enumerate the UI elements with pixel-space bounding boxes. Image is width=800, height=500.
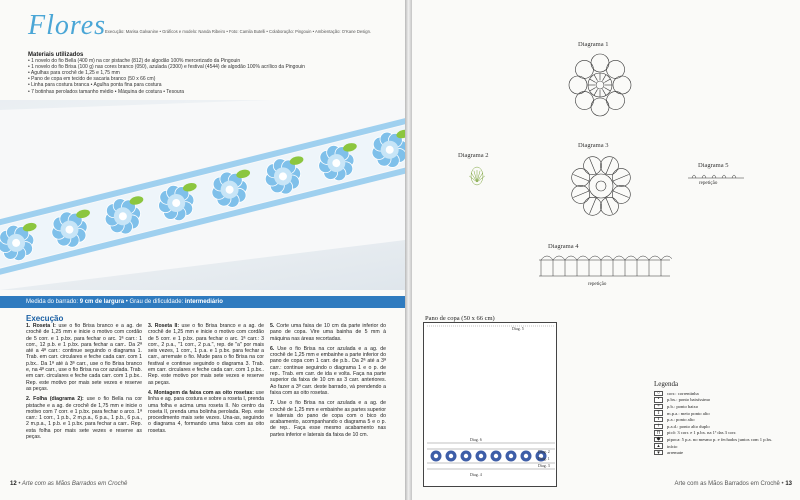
stitch-symbol-icon: ▾ (654, 450, 663, 456)
stitch (590, 197, 597, 214)
panel-flower-row (431, 451, 547, 462)
step-heading: 7. (270, 400, 275, 407)
step-text: use linha e ag. para costura e sobre a roseta I, prenda uma folha e acima uma roseta II. No centro da roseta II, prenda uma bolinha perolada. Rep. este procedimento mais sete vezes. Una-as, seguindo o diagrama 4, formando uma faixa com as oito rosetas. (148, 389, 265, 434)
material-item: • Linha para costura branca • Agulha ponta fina para costura (28, 82, 162, 89)
instructions-column-1 (26, 323, 142, 444)
panel-tag-right1: Diag. 2 (538, 449, 550, 454)
panel-tag-strip1: Diag. 6 (470, 437, 482, 442)
legend-row (654, 397, 794, 404)
panel-flower-center (449, 454, 453, 458)
stitch (594, 89, 598, 95)
page-number-right: 13 (785, 481, 792, 487)
material-item: • 1 novelo do fio Brisa (100 g) nas cores branco (050), azulada (2300) e festival (4544) de algodão 100% acrílico da Pingouin (28, 64, 305, 71)
stitch-symbol-icon: T (654, 410, 663, 416)
stitch (603, 75, 607, 81)
panel-tag-top: Diag. 5 (512, 326, 524, 331)
leaf-stitch (477, 171, 480, 182)
legend-text: m.p.a.: meio ponto alto (667, 410, 710, 416)
info-value-difficulty: intermediário (184, 299, 223, 305)
stitch-symbol-icon: ▴ (654, 443, 663, 449)
towel-illustration (0, 100, 405, 290)
diagram1-label: Diagrama 1 (578, 41, 609, 48)
arch (589, 256, 601, 260)
page-gutter (405, 0, 412, 500)
step-heading: 6. (270, 345, 275, 352)
stitch-symbol-icon: ǂ (654, 424, 663, 430)
arch (577, 256, 589, 260)
diagram4-repeat-label: repetição (588, 282, 607, 287)
stitch-symbol-icon: ○ (654, 391, 663, 397)
materials-heading: Materiais utilizados (28, 52, 84, 58)
ring (589, 174, 613, 198)
diagram4-band-chart (537, 250, 672, 282)
credits-line: Execução: Marisa Galvanine • Gráficos e modelo: Nanda Ribeiro • Foto: Camila Butelli • Colaboração: Pingouin • Ambientação: O’Kane Design. (105, 29, 372, 34)
stitch (606, 158, 613, 175)
instruction-step (270, 400, 386, 438)
material-item: • Pano de copa em tecido de sacaria branco (50 x 66 cm) (28, 76, 156, 83)
arch (625, 256, 637, 260)
panel-flower-center (434, 454, 438, 458)
stitch (612, 175, 629, 182)
arch (601, 256, 613, 260)
arch (553, 256, 565, 260)
arch (649, 256, 661, 260)
petal-loop (607, 60, 625, 78)
legend-row (654, 416, 794, 423)
ring (596, 181, 606, 191)
material-item: • 7 botinhas perolados tamanho médio • Máquina de costura • Tesoura (28, 88, 185, 95)
info-label-size: Medida do barrado: (26, 299, 80, 305)
diagram1-rosette-chart (565, 50, 635, 120)
legend-row (654, 423, 794, 430)
stitch-symbol-icon: ŧ (654, 417, 663, 423)
legend-text: picô: 3 corr. e 1 p.bx. na 1ª das 3 corr. (667, 430, 737, 436)
stitch (604, 88, 610, 92)
stitch-legend (654, 380, 794, 456)
stitch (573, 175, 590, 182)
diagram5-label: Diagrama 5 (698, 162, 729, 169)
step-text: use o fio Brisa branco e a ag. de crochê de 1,25 mm e inicie o motivo com cordão de 5 corr. e 1 p.bx. para fechar o arc. 1ª carr.: 3 corr., 2 p.a., "1 corr., 2 p.a.", rep. de "a" por mais seis vezes, 1 corr., 1 p.a. e 1 p.bx. para fechar a carr., arremate o fio. Mude para o fio Brisa na cor festival e continue seguindo o diagrama 3. Trab. em carr. circulares e feche cada carr. com 1 p.bx.. Rep. este motivo por mais sete vezes e reserve as peças. (148, 323, 264, 386)
panel-flower-center (524, 454, 528, 458)
materials-list (28, 52, 318, 95)
instructions-column-3 (270, 323, 386, 442)
instruction-step (148, 323, 264, 386)
material-item: • 1 novelo do fio Bella (400 m) na cor pistache (812) de algodão 100% mercerizado da Pingouin (28, 58, 241, 65)
legend-row (654, 410, 794, 417)
panel-tag-strip2: Diag. 4 (470, 472, 482, 477)
legend-row (654, 390, 794, 397)
page-number-left: 12 (10, 481, 17, 487)
legend-row (654, 430, 794, 437)
step-text: use o fio Brisa branco e a ag. de crochê de 1,25 mm e inicie o motivo com cordão de 5 corr. e 1 p.bx. para fechar o arc. 1ª carr.: 1 corr., 12 p.b. e 1 p.bx. para fechar a carr.. Da 2ª até a 4ª carr.: continue seguindo o diagrama 1. Trab. em carr. circulares e feche cada carr. com 1 p.bx.. Da 1ª até à 3ª carr., use o fio Brisa branco e, na 4ª carr., use o fio Brisa na cor azulada. Trab. em carr. circulares e feche cada carr. com 1 p.bx.. Rep. este motivo por mais sete vezes e reserve as peças. (26, 323, 142, 392)
panel-flower-center (479, 454, 483, 458)
diagram3-rosette-chart (567, 152, 635, 220)
left-footer (10, 481, 127, 487)
legend-text: corr.: correntinha (667, 390, 699, 396)
legend-row (654, 436, 794, 443)
stitch (603, 89, 607, 95)
ring (596, 81, 604, 89)
legend-row (654, 443, 794, 450)
material-item: • Agulhas para crochê de 1,25 e 1,75 mm (28, 70, 120, 77)
diagram2-leaf-chart (463, 162, 491, 190)
legend-text: p.a.: ponto alto (667, 417, 695, 423)
footer-text-left: • Arte com as Mãos Barrados em Crochê (18, 481, 128, 487)
stitch-symbol-icon: + (654, 404, 663, 410)
info-label-difficulty: • Grau de dificuldade: (124, 299, 185, 305)
info-bar (0, 296, 405, 308)
legend-text: arremate (667, 450, 684, 456)
step-text: Use o fio Brisa na cor azulada e a ag. de crochê de 1,25 mm e embainhe as partes superior e laterais do pano de copa com o bico do acabamento, acompanhando o diagrama 5 e o p. de rep.. Faça esse mesmo acabamento nas partes inferior e laterais da faixa de 10 cm. (270, 400, 386, 438)
diagram3-label: Diagrama 3 (578, 142, 609, 149)
stitch (590, 158, 597, 175)
diagram5-repeat-label: repetição (699, 181, 718, 186)
step-text: use o fio Bella na cor pistache e a ag. de crochê de 1,75 mm e inicie o motivo com 7 corr. e 1 p.bx. para fechar o arco. 1ª carr.: 1 corr., 1 p.b., 2 m.p.a., 6 p.a., 1 p.b., 6 p.a., 2 m.p.a., 1 p.b. e 1 p.bx. para fechar a carr.. Rep. esta folha por mais sete vezes e reserve as peças. (26, 396, 142, 441)
instruction-step (26, 396, 142, 440)
panel-flower-center (464, 454, 468, 458)
stitch (573, 191, 590, 198)
instruction-step (270, 346, 386, 396)
legend-text: p.b.: ponto baixo (667, 403, 699, 409)
arch (541, 256, 553, 260)
arch (661, 256, 672, 260)
legend-text: p.bx.: ponto baixíssimo (667, 397, 711, 403)
stitch-symbol-icon: • (654, 397, 663, 403)
legend-row (654, 449, 794, 456)
step-heading: 3. Roseta II: (148, 323, 180, 329)
stitch (606, 197, 613, 214)
panel-tag-right2: Diag. 1 (538, 456, 550, 461)
page-title: Flores (28, 10, 107, 41)
step-heading: 5. (270, 323, 275, 329)
panel-flower-center (494, 454, 498, 458)
legend-text: início (667, 443, 678, 449)
legend-title: Legenda (654, 380, 679, 388)
panel-flower-center (509, 454, 513, 458)
right-footer (675, 481, 793, 487)
execution-heading: Execução (26, 314, 64, 323)
legend-text: pipoca: 5 p.a. no mesmo p. e fechados juntos com 1 p.bx. (667, 436, 773, 442)
stitch (604, 79, 610, 83)
stitch-symbol-icon: ⊓ (654, 430, 663, 436)
instruction-step (270, 323, 386, 342)
diagram4-label: Diagrama 4 (548, 243, 579, 250)
step-text: Use o fio Brisa na cor azulada e a ag. de crochê de 1,25 mm e embainhe a parte inferior do pano de copa com 1 carr. de p.b.. Da 2ª até a 3ª carr.: continue seguindo o diagrama 1 e o p. de rep.. Trab. em carr. de ida e volta. Faça na parte superior da faixa de 10 cm as 3 carr. anteriores. Ao fazer a 3ª carr. deste barrado, vá prendendo a faixa com as oito rosetas. (270, 345, 386, 396)
stitch-symbol-icon: ◆ (654, 437, 663, 443)
instructions-column-2 (148, 323, 264, 438)
arch (565, 256, 577, 260)
stitch (594, 75, 598, 81)
step-heading: 1. Roseta I: (26, 323, 56, 329)
arch (613, 256, 625, 260)
instruction-step (26, 323, 142, 392)
arch (637, 256, 649, 260)
legend-row (654, 403, 794, 410)
product-photo (0, 100, 405, 290)
leaf-stitch (474, 171, 477, 182)
stitch (590, 88, 596, 92)
panel-tag-right3: Diag. 3 (538, 463, 550, 468)
stitch (612, 191, 629, 198)
instruction-step (148, 390, 264, 434)
diagram2-label: Diagrama 2 (458, 152, 489, 159)
step-heading: 2. Folha (diagrama 2): (26, 396, 84, 403)
tea-towel-schematic (423, 322, 557, 487)
step-heading: 4. Montagem da faixa com as oito rosetas: (148, 389, 254, 396)
legend-text: p.a.d.: ponto alto duplo (667, 423, 710, 429)
stitch (590, 79, 596, 83)
footer-text-right: Arte com as Mãos Barrados em Crochê • (674, 481, 784, 487)
tea-towel-title: Pano de copa (50 x 66 cm) (425, 315, 495, 322)
step-text: Corte uma faixa de 10 cm da parte inferior do pano de copa. Vire uma bainha de 5 mm à máquina nas áreas recortadas. (270, 323, 386, 342)
info-value-size: 9 cm de largura (79, 299, 125, 305)
